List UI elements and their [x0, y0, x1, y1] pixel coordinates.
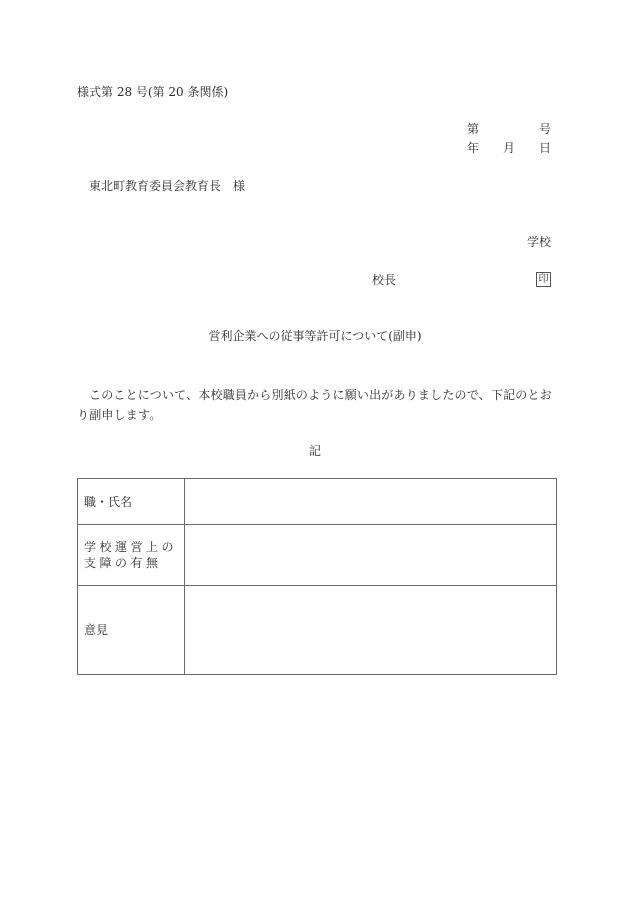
sender-principal-label: 校長 — [372, 273, 397, 287]
form-number: 様式第 28 号(第 20 条関係) — [77, 85, 229, 99]
row-label-opinion: 意見 — [78, 586, 185, 675]
table-row — [78, 479, 557, 525]
row-label-name: 職・氏名 — [78, 479, 185, 525]
document-title: 営利企業への従事等許可について(副申) — [208, 329, 422, 343]
body-paragraph: このことについて、本校職員から別紙のように願い出がありましたので、下記のとおり副申します。 — [77, 388, 552, 422]
seal-label: 印 — [538, 274, 549, 285]
date-year: 年 — [467, 141, 480, 155]
document-number-prefix: 第 — [467, 122, 480, 136]
table-row — [78, 586, 557, 675]
document-number — [467, 121, 551, 137]
row-label-impact: 学校運営上の支障の有無 — [78, 525, 185, 586]
table-row — [78, 525, 557, 586]
document-date — [467, 140, 551, 156]
row-value-impact[interactable] — [185, 525, 557, 586]
row-value-name[interactable] — [185, 479, 557, 525]
date-month: 月 — [502, 141, 515, 155]
row-value-opinion[interactable] — [185, 586, 557, 675]
addressee: 東北町教育委員会教育長 様 — [89, 179, 246, 193]
seal-stamp-icon — [536, 272, 551, 287]
ki-heading: 記 — [308, 444, 321, 458]
document-number-suffix: 号 — [538, 122, 551, 136]
sender-school: 学校 — [526, 235, 551, 249]
details-table — [77, 478, 557, 675]
date-day: 日 — [538, 141, 551, 155]
